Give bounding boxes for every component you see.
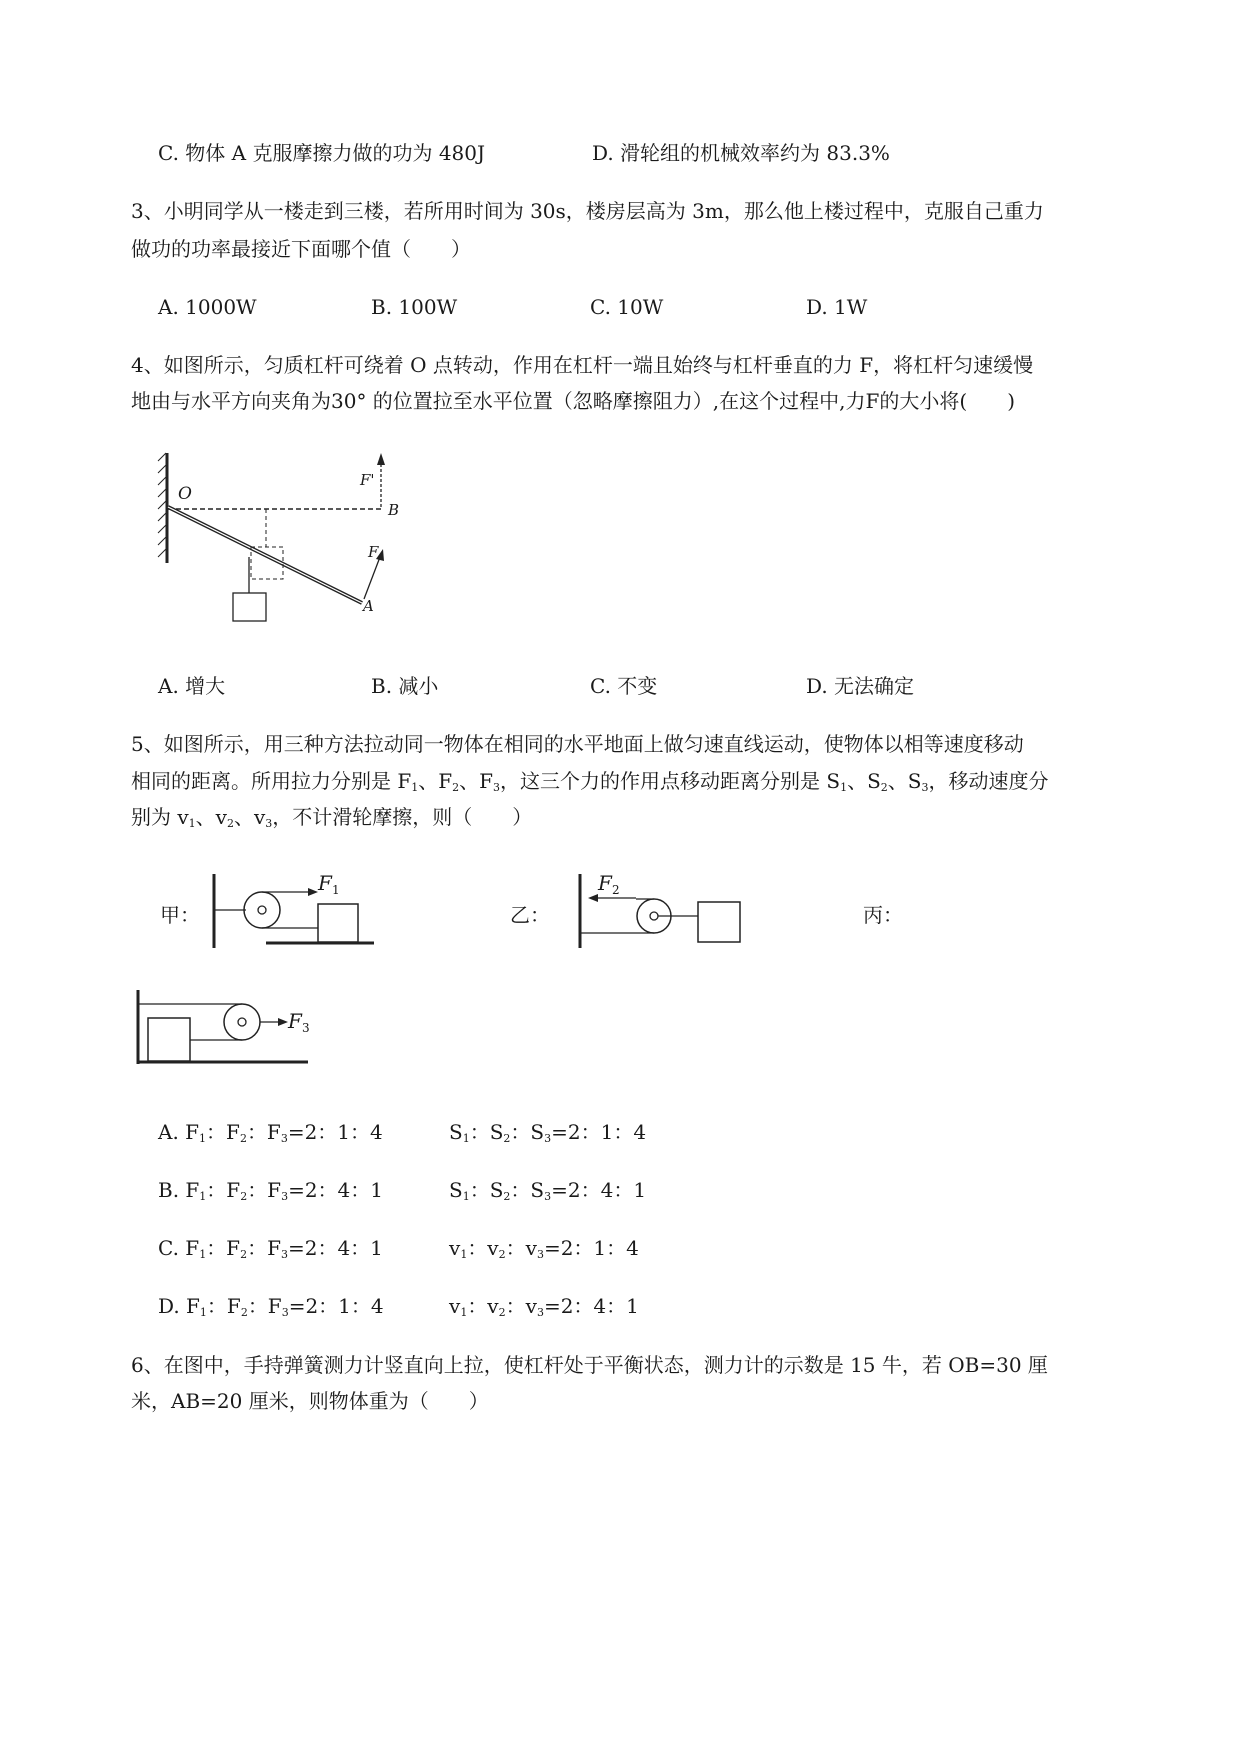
label-jia: 甲：: [160, 903, 200, 927]
pulley-figure-bing: [134, 988, 314, 1068]
wall: [158, 453, 167, 563]
block: [233, 593, 266, 621]
q5-option-b-s: $S_1$：$S_2$：$S_3=2$：4：1: [449, 1178, 647, 1203]
svg-text:3: 3: [302, 1021, 310, 1035]
label-a: A: [363, 597, 374, 615]
pulley-wheel: [224, 1004, 260, 1040]
q5-option-c-f: C. $F_1$：$F_2$：$F_3=2$：4：1: [158, 1236, 383, 1261]
q5-option-a-f: A. $F_1$：$F_2$：$F_3=2$：1：4: [158, 1120, 383, 1145]
q4-option-c: C. 不变: [590, 674, 658, 698]
label-f-prime: F': [360, 471, 375, 489]
label-b: B: [388, 501, 400, 519]
q5-option-c-v: $v_1$：$v_2$：$v_3=2$：1：4: [449, 1236, 639, 1261]
block: [318, 904, 358, 942]
q4-option-a: A. 增大: [158, 674, 226, 698]
q6-stem-line1: 6、在图中，手持弹簧测力计竖直向上拉，使杠杆处于平衡状态，测力计的示数是 15 牛，若 OB=30 厘: [131, 1353, 1048, 1377]
q3-option-a: A. 1000W: [158, 295, 257, 319]
pulley-wheel: [244, 892, 280, 928]
label-f: F: [368, 543, 379, 561]
q2-option-c: C. 物体 A 克服摩擦力做的功为 480J: [158, 141, 486, 165]
q5-option-d-f: D. $F_1$：$F_2$：$F_3=2$：1：4: [158, 1294, 384, 1319]
svg-text:F: F: [288, 1009, 302, 1033]
pulley-figure-yi: [574, 872, 744, 952]
block: [148, 1018, 190, 1061]
q2-option-d: D. 滑轮组的机械效率约为 83.3%: [592, 141, 890, 165]
q5-stem-line1: 5、如图所示，用三种方法拉动同一物体在相同的水平地面上做匀速直线运动，使物体以相等速度移动: [131, 732, 1024, 756]
svg-text:F: F: [598, 871, 612, 895]
q3-option-c: C. 10W: [590, 295, 664, 319]
q4-option-d: D. 无法确定: [806, 674, 915, 698]
q5-stem-line3: 别为 $v_1$、$v_2$、$v_3$，不计滑轮摩擦，则（ ）: [131, 805, 533, 830]
block: [698, 902, 740, 942]
q5-stem-line2: 相同的距离。所用拉力分别是 $F_1$、$F_2$、$F_3$，这三个力的作用点移动距离分别是 $S_1$、$S_2$、$S_3$，移动速度分: [131, 769, 1049, 794]
q3-stem-line1: 3、小明同学从一楼走到三楼，若所用时间为 30s，楼房层高为 3m，那么他上楼过程中，克服自己重力: [131, 199, 1044, 223]
q5-option-d-v: $v_1$：$v_2$：$v_3=2$：4：1: [449, 1294, 639, 1319]
svg-text:2: 2: [612, 883, 620, 897]
q5-option-b-f: B. $F_1$：$F_2$：$F_3=2$：4：1: [158, 1178, 384, 1203]
label-o: O: [178, 484, 192, 504]
q3-option-d: D. 1W: [806, 295, 868, 319]
q4-stem-line1: 4、如图所示，匀质杠杆可绕着 O 点转动，作用在杠杆一端且始终与杠杆垂直的力 F，将杠杆匀速缓慢: [131, 353, 1034, 377]
q6-stem-line2: 米，AB=20 厘米，则物体重为（ ）: [131, 1389, 489, 1413]
svg-text:1: 1: [332, 883, 340, 897]
q3-option-b: B. 100W: [371, 295, 458, 319]
q3-stem-line2: 做功的功率最接近下面哪个值（ ）: [131, 237, 471, 261]
label-yi: 乙：: [510, 903, 550, 927]
q4-option-b: B. 减小: [371, 674, 439, 698]
label-bing: 丙：: [863, 903, 903, 927]
pulley-figure-jia: [208, 872, 378, 952]
lever-diagram: [150, 445, 410, 645]
q5-option-a-s: $S_1$：$S_2$：$S_3=2$：1：4: [449, 1120, 647, 1145]
force-f-arrow: [364, 557, 380, 599]
q4-stem-line2: 地由与水平方向夹角为30° 的位置拉至水平位置（忽略摩擦阻力）,在这个过程中,力F的大小将( ): [131, 389, 1016, 413]
svg-text:F: F: [318, 871, 332, 895]
